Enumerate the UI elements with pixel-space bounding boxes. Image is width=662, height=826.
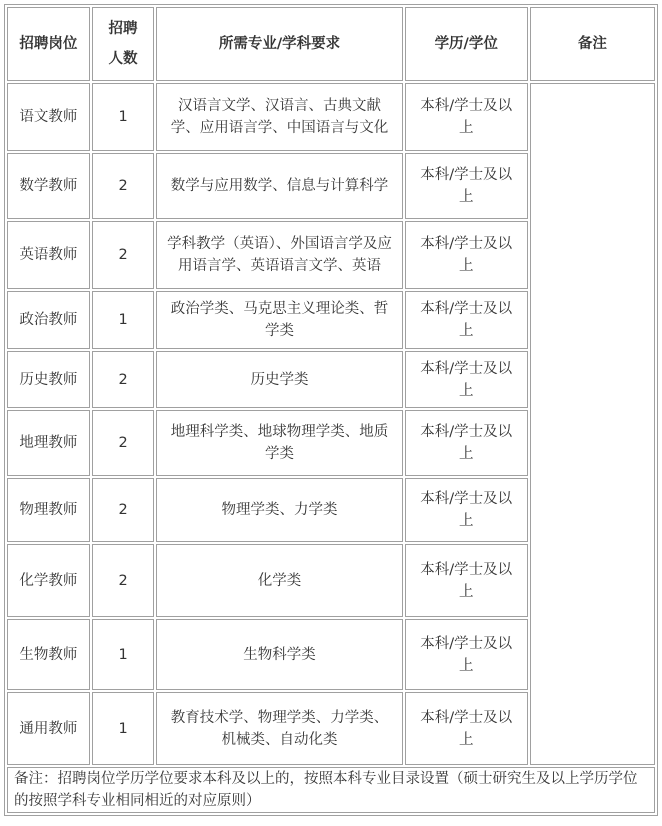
- major-cell: 物理学类、力学类: [156, 478, 402, 542]
- position-cell: 物理教师: [7, 478, 90, 542]
- major-cell: 汉语言文学、汉语言、古典文献学、应用语言学、中国语言与文化: [156, 83, 402, 151]
- recruitment-table: [4, 4, 658, 816]
- table-header-row: [7, 7, 655, 81]
- count-cell: 2: [92, 221, 155, 289]
- count-cell: 1: [92, 619, 155, 690]
- header-remarks: 备注: [530, 7, 655, 81]
- degree-cell: 本科/学士及以上: [405, 153, 528, 219]
- position-cell: 化学教师: [7, 544, 90, 617]
- degree-cell: 本科/学士及以上: [405, 544, 528, 617]
- header-position: 招聘岗位: [7, 7, 90, 81]
- position-cell: 历史教师: [7, 351, 90, 408]
- major-cell: 学科教学（英语）、外国语言学及应用语言学、英语语言文学、英语: [156, 221, 402, 289]
- count-cell: 1: [92, 291, 155, 349]
- header-count: [92, 7, 155, 81]
- footnote: 备注：招聘岗位学历学位要求本科及以上的，按照本科专业目录设置（硕士研究生及以上学历学位的按照学科专业相同相近的对应原则）: [7, 767, 655, 813]
- header-degree: 学历/学位: [405, 7, 528, 81]
- header-count-line1: 招聘: [108, 21, 138, 37]
- position-cell: 英语教师: [7, 221, 90, 289]
- major-cell: 生物科学类: [156, 619, 402, 690]
- major-cell: 化学类: [156, 544, 402, 617]
- position-cell: 数学教师: [7, 153, 90, 219]
- count-cell: 2: [92, 544, 155, 617]
- position-cell: 生物教师: [7, 619, 90, 690]
- degree-cell: 本科/学士及以上: [405, 83, 528, 151]
- major-cell: 教育技术学、物理学类、力学类、机械类、自动化类: [156, 692, 402, 765]
- count-cell: 2: [92, 351, 155, 408]
- count-cell: 2: [92, 153, 155, 219]
- remarks-cell: [530, 83, 655, 765]
- degree-cell: 本科/学士及以上: [405, 291, 528, 349]
- major-cell: 地理科学类、地球物理学类、地质学类: [156, 410, 402, 476]
- position-cell: 通用教师: [7, 692, 90, 765]
- count-cell: 1: [92, 83, 155, 151]
- degree-cell: 本科/学士及以上: [405, 410, 528, 476]
- degree-cell: 本科/学士及以上: [405, 351, 528, 408]
- degree-cell: 本科/学士及以上: [405, 619, 528, 690]
- count-cell: 2: [92, 478, 155, 542]
- header-count-line2: 人数: [108, 51, 138, 67]
- degree-cell: 本科/学士及以上: [405, 692, 528, 765]
- position-cell: 政治教师: [7, 291, 90, 349]
- count-cell: 1: [92, 692, 155, 765]
- degree-cell: 本科/学士及以上: [405, 478, 528, 542]
- position-cell: 语文教师: [7, 83, 90, 151]
- major-cell: 历史学类: [156, 351, 402, 408]
- major-cell: 政治学类、马克思主义理论类、哲学类: [156, 291, 402, 349]
- count-cell: 2: [92, 410, 155, 476]
- position-cell: 地理教师: [7, 410, 90, 476]
- note-row: [7, 767, 655, 813]
- header-major: 所需专业/学科要求: [156, 7, 402, 81]
- degree-cell: 本科/学士及以上: [405, 221, 528, 289]
- table-row: [7, 83, 655, 151]
- major-cell: 数学与应用数学、信息与计算科学: [156, 153, 402, 219]
